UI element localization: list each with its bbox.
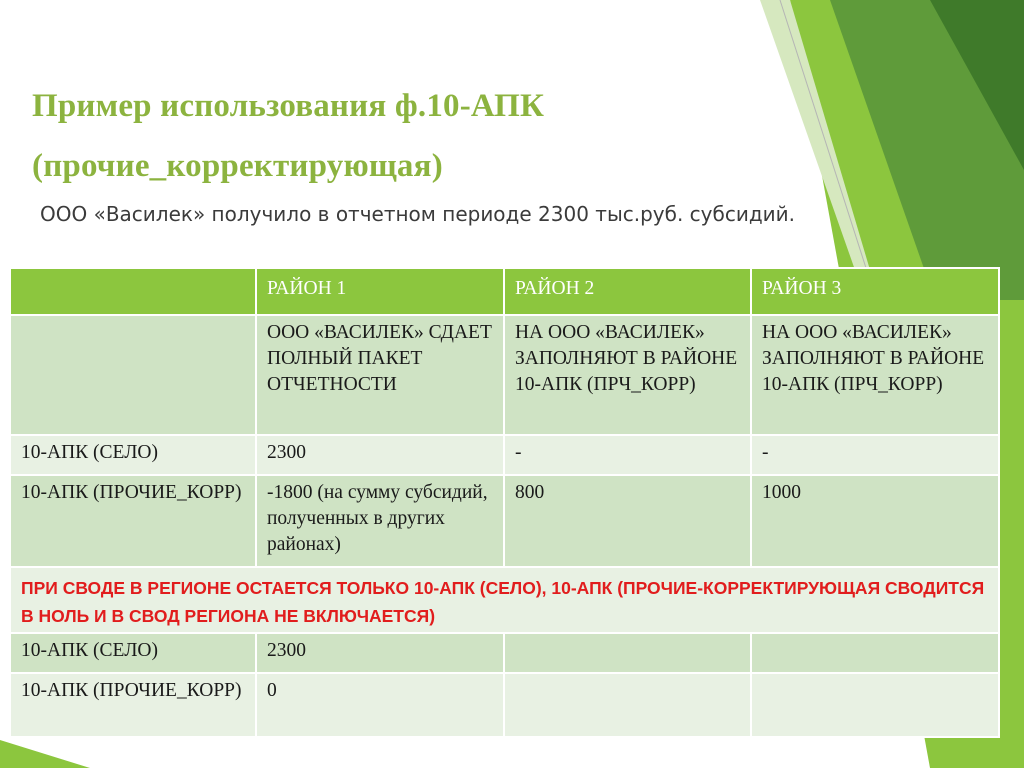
table-row [10, 435, 999, 475]
table-row [10, 315, 999, 435]
table-cell: НА ООО «ВАСИЛЕК» ЗАПОЛНЯЮТ В РАЙОНЕ 10-АПК (ПРЧ_КОРР) [504, 315, 751, 435]
table-cell: 2300 [256, 435, 504, 475]
table-cell [751, 633, 999, 673]
table-row [10, 475, 999, 567]
header-cell-district-1: РАЙОН 1 [256, 268, 504, 315]
table-cell [504, 673, 751, 737]
table-cell: 2300 [256, 633, 504, 673]
table-cell: 10-АПК (СЕЛО) [10, 633, 256, 673]
table-cell: 0 [256, 673, 504, 737]
table-cell: НА ООО «ВАСИЛЕК» ЗАПОЛНЯЮТ В РАЙОНЕ 10-АПК (ПРЧ_КОРР) [751, 315, 999, 435]
facet-bottom-left [0, 740, 90, 768]
table-header-row [10, 268, 999, 315]
subtitle-text: ООО «Василек» получило в отчетном периоде 2300 тыс.руб. субсидий. [40, 202, 796, 226]
table-row [10, 673, 999, 737]
summary-note: ПРИ СВОДЕ В РЕГИОНЕ ОСТАЕТСЯ ТОЛЬКО 10-АПК (СЕЛО), 10-АПК (ПРОЧИЕ-КОРРЕКТИРУЮЩАЯ СВОДИТСЯ В НОЛЬ И В СВОД РЕГИОНА НЕ ВКЛЮЧАЕТСЯ) [10, 567, 999, 633]
table-cell: - [504, 435, 751, 475]
table-row [10, 633, 999, 673]
title-line-1: Пример использования ф.10-АПК [32, 88, 545, 124]
table-cell: 1000 [751, 475, 999, 567]
table-cell [504, 633, 751, 673]
table-cell: 10-АПК (ПРОЧИЕ_КОРР) [10, 475, 256, 567]
table-cell: -1800 (на сумму субсидий, полученных в других районах) [256, 475, 504, 567]
table-cell [10, 315, 256, 435]
header-cell-district-2: РАЙОН 2 [504, 268, 751, 315]
page-title [32, 76, 544, 196]
title-line-2: (прочие_корректирующая) [32, 148, 443, 184]
header-cell-district-3: РАЙОН 3 [751, 268, 999, 315]
table-cell: 10-АПК (СЕЛО) [10, 435, 256, 475]
report-table [9, 267, 1000, 738]
table-cell: ООО «ВАСИЛЕК» СДАЕТ ПОЛНЫЙ ПАКЕТ ОТЧЕТНОСТИ [256, 315, 504, 435]
table-cell: - [751, 435, 999, 475]
table-cell: 800 [504, 475, 751, 567]
table-cell [751, 673, 999, 737]
header-cell-blank [10, 268, 256, 315]
table-note-row [10, 567, 999, 633]
table-cell: 10-АПК (ПРОЧИЕ_КОРР) [10, 673, 256, 737]
